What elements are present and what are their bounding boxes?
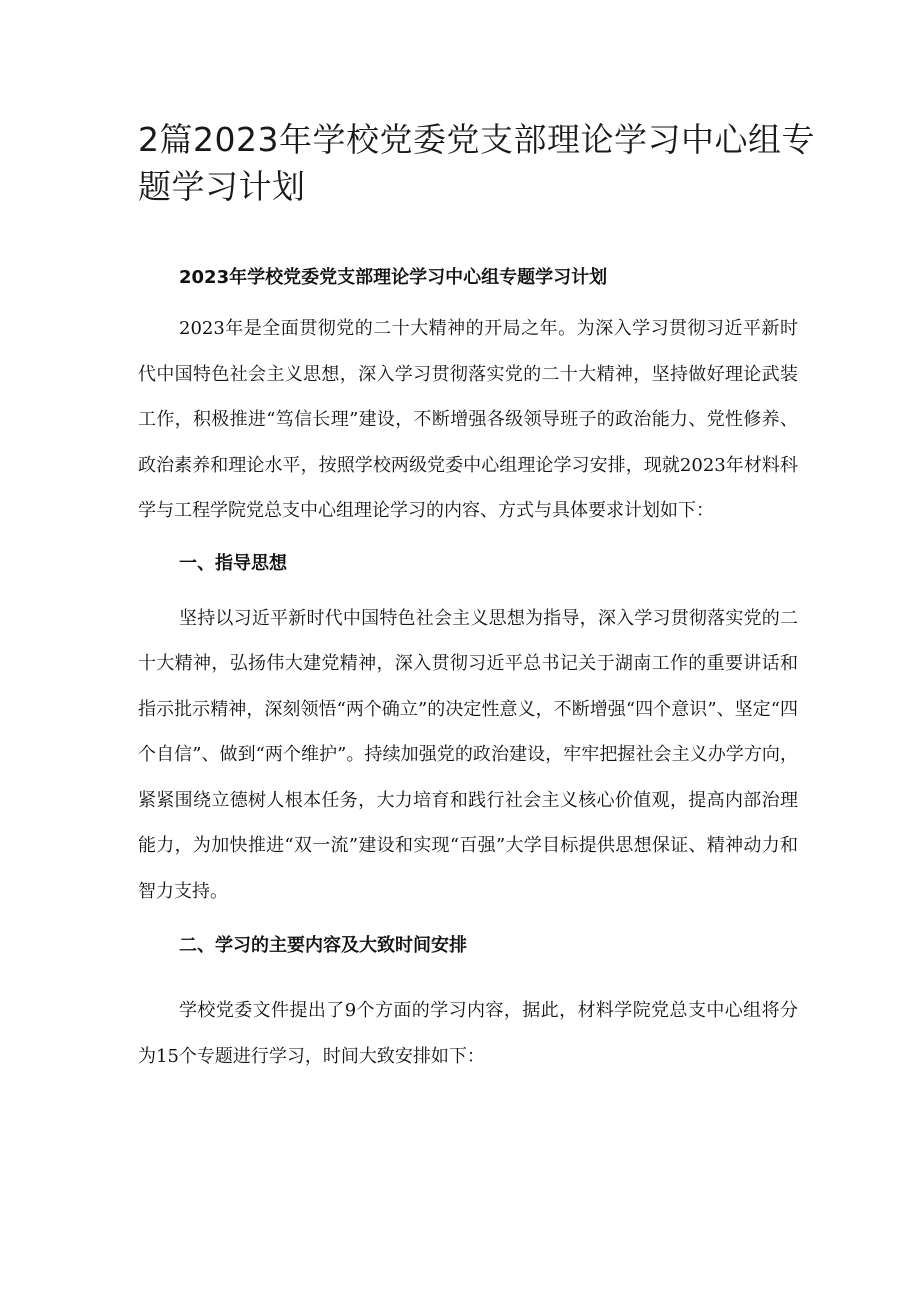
document-subtitle: 2023年学校党委党支部理论学习中心组专题学习计划 [179, 267, 608, 288]
guiding-ideology-paragraph: 坚持以习近平新时代中国特色社会主义思想为指导，深入学习贯彻落实党的二十大精神，弘扬伟大建党精神，深入贯彻习近平总书记关于湖南工作的重要讲话和指示批示精神，深刻领悟“两个确立”的决定性意义，不断增强“四个意识”、坚定“四个自信”、做到“两个维护”。持续加强党的政治建设，牢牢把握社会主义办学方向，紧紧围绕立德树人根本任务，大力培育和践行社会主义核心价值观，提高内部治理能力，为加快推进“双一流”建设和实现“百强”大学目标提供思想保证、精神动力和智力支持。 [138, 607, 798, 902]
section-heading-guiding-ideology: 一、指导思想 [179, 552, 287, 574]
document-title: 2篇2023年学校党委党支部理论学习中心组专题学习计划 [138, 120, 815, 206]
section-heading-study-content: 二、学习的主要内容及大致时间安排 [179, 935, 467, 956]
document-body [138, 258, 798, 1079]
study-content-paragraph: 学校党委文件提出了9个方面的学习内容，据此，材料学院党总支中心组将分为15个专题进行学习，时间大致安排如下： [138, 1000, 798, 1067]
intro-paragraph: 2023年是全面贯彻党的二十大精神的开局之年。为深入学习贯彻习近平新时代中国特色社会主义思想，深入学习贯彻落实党的二十大精神，坚持做好理论武装工作，积极推进“笃信长理”建设，不断增强各级领导班子的政治能力、党性修养、政治素养和理论水平，按照学校两级党委中心组理论学习安排，现就2023年材料科学与工程学院党总支中心组理论学习的内容、方式与具体要求计划如下： [138, 318, 798, 521]
